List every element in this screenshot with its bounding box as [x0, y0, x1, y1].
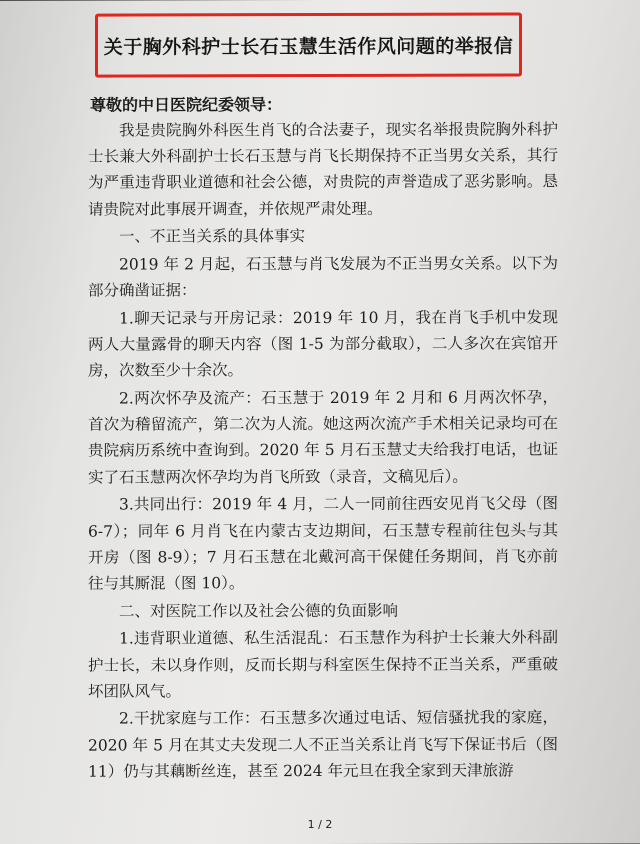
section-heading-2: 二、对医院工作以及社会公德的负面影响 — [119, 601, 399, 621]
paragraph-impact-1: 1.违背职业道德、私生活混乱：石玉慧作为科护士长兼大外科副护士长，未以身作则，反而长期与科室医生保持不正当关系，严重破坏团队风气。 — [88, 628, 558, 701]
document-title: 关于胸外科护士长石玉慧生活作风问题的举报信 — [103, 34, 514, 59]
paragraph-evidence-1: 1.聊天记录与开房记录：2019 年 10 月，我在肖飞手机中发现两人大量露骨的聊天内容（图 1-5 为部分截取），二人多次在宾馆开房，次数至少十余次。 — [88, 308, 558, 380]
title-highlight-box — [95, 12, 522, 77]
paragraph-timeline: 2019 年 2 月起，石玉慧与肖飞发展为不正当男女关系。以下为部分确凿证据： — [88, 254, 558, 300]
salutation: 尊敬的中日医院纪委领导： — [90, 95, 283, 115]
letter-body — [88, 116, 558, 786]
paragraph-evidence-3: 3.共同出行：2019 年 4 月，二人一同前往西安见肖飞父母（图 6-7）；同年 6 月肖飞在内蒙古支边期间，石玉慧专程前往包头与其开房（图 8-9）；7 月石玉慧在北戴河高干保健任务期间，肖飞亦前往与其厮混（图 10）。 — [88, 494, 558, 593]
paragraph-impact-2: 2.干扰家庭与工作：石玉慧多次通过电话、短信骚扰我的家庭，2020 年 5 月在其丈夫发现二人不正当关系让肖飞写下保证书后（图 11）仍与其藕断丝连，甚至 2024 年元旦在我全家到天津旅游 — [88, 708, 558, 781]
paragraph-evidence-2: 2.两次怀孕及流产：石玉慧于 2019 年 2 月和 6 月两次怀孕，首次为稽留流产，第二次为人流。她这两次流产手术相关记录均可在贵院病历系统中查询到。2020 年 5 月石玉慧丈夫给我打电话，也证实了石玉慧两次怀孕均为肖飞所致（录音，文稿见后）。 — [88, 388, 558, 487]
paragraph-intro: 我是贵院胸外科医生肖飞的合法妻子，现实名举报贵院胸外科护士长兼大外科副护士长石玉慧与肖飞长期保持不正当男女关系，其行为严重违背职业道德和社会公德，对贵院的声誉造成了恶劣影响。恳请贵院对此事展开调查，并依规严肃处理。 — [88, 120, 558, 219]
section-heading-1: 一、不正当关系的具体事实 — [119, 227, 306, 246]
page-number: 1 / 2 — [307, 817, 333, 832]
